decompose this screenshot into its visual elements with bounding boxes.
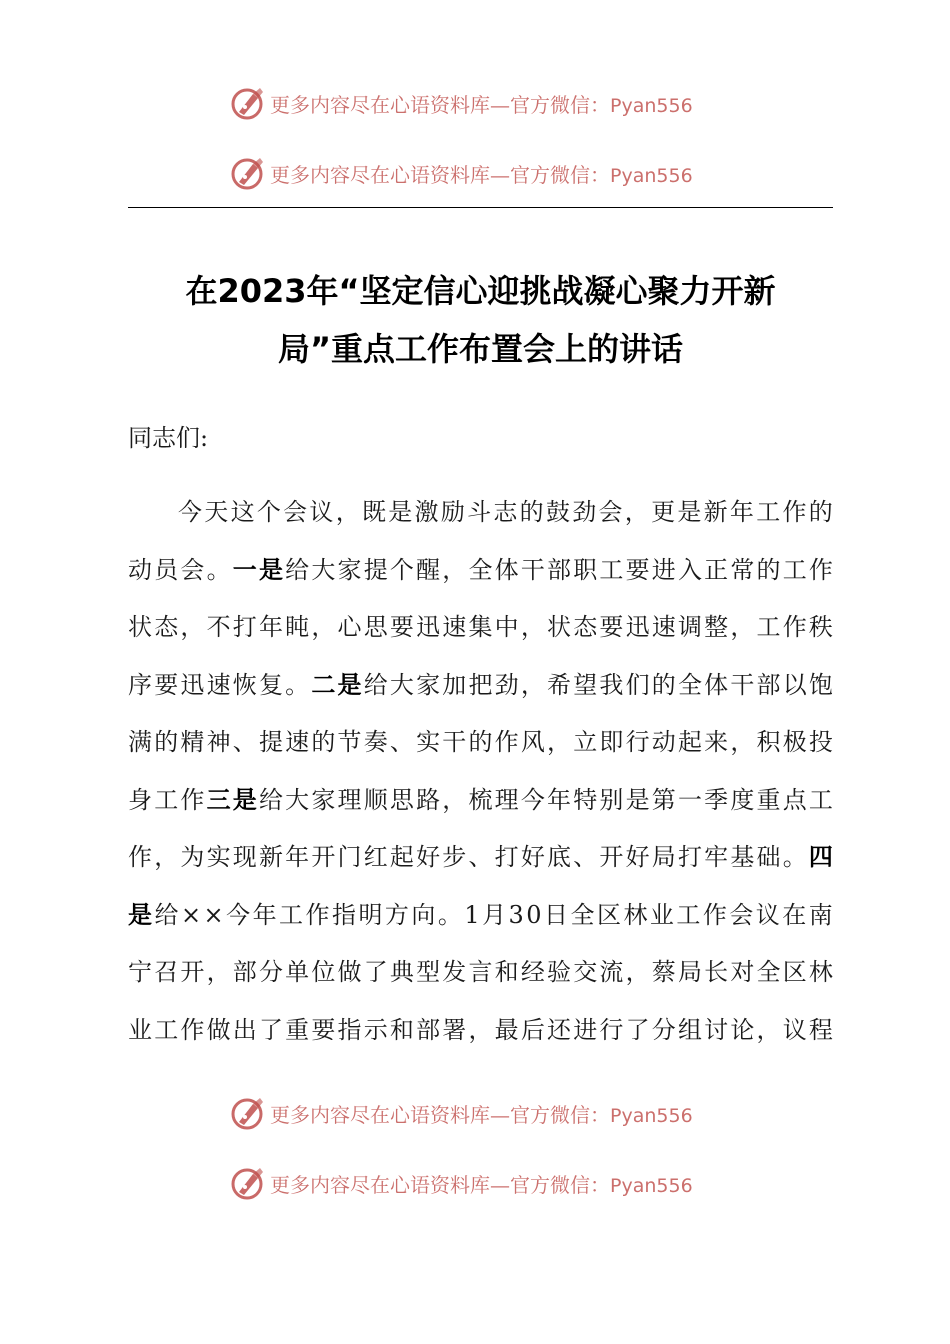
watermark-wechat-id: Pyan556 xyxy=(610,1104,693,1127)
watermark-text: 更多内容尽在心语资料库—官方微信： xyxy=(270,1102,610,1127)
body-line: 今 天 这 个 会 议 ， 既 是 激 励 斗 志 的 鼓 劲 会 ， 更 是 新 年 工 作 的 xyxy=(178,498,833,526)
watermark-banner xyxy=(230,153,693,193)
watermark-wechat-id: Pyan556 xyxy=(610,164,693,187)
body-line: 满 的 精 神 、 提 速 的 节 奏 、 实 干 的 作 风 ， 立 即 行 动 起 来 ， 积 极 投 xyxy=(128,728,833,756)
document-title xyxy=(128,262,833,378)
body-line: 序 要 迅 速 恢 复 。 二 是 给 大 家 加 把 劲 ， 希 望 我 们 的 全 体 干 部 以 饱 xyxy=(128,669,833,699)
body-line: 动 员 会 。 一 是 给 大 家 提 个 醒 ， 全 体 干 部 职 工 要 进 入 正 常 的 工 作 xyxy=(128,554,833,584)
body-line: 作 ， 为 实 现 新 年 开 门 红 起 好 步 、 打 好 底 、 开 好 局 打 牢 基 础 。 四 xyxy=(128,842,833,871)
watermark-text: 更多内容尽在心语资料库—官方微信： xyxy=(270,162,610,187)
body-line: 业 工 作 做 出 了 重 要 指 示 和 部 署 ， 最 后 还 进 行 了 分 组 讨 论 ， 议 程 xyxy=(128,1015,833,1044)
body-line: 身 工 作 三 是 给 大 家 理 顺 思 路 ， 梳 理 今 年 特 别 是 第 一 季 度 重 点 工 xyxy=(128,784,833,814)
body-line: 状 态 ， 不 打 年 盹 ， 心 思 要 迅 速 集 中 ， 状 态 要 迅 速 调 整 ， 工 作 秩 xyxy=(128,613,833,641)
greeting: 同志们: xyxy=(128,424,209,452)
title-line: 局”重点工作布置会上的讲话 xyxy=(277,330,684,368)
body-line: 宁 召 开 ， 部 分 单 位 做 了 典 型 发 言 和 经 验 交 流 ， 蔡 局 长 对 全 区 林 xyxy=(128,958,833,986)
watermark-banner xyxy=(230,1163,693,1203)
pen-nib-logo-icon xyxy=(230,1095,266,1131)
title-line: 在2023年“坚定信心迎挑战凝心聚力开新 xyxy=(185,272,776,310)
pen-nib-logo-icon xyxy=(230,1165,266,1201)
pen-nib-logo-icon xyxy=(230,155,266,191)
watermark-wechat-id: Pyan556 xyxy=(610,1174,693,1197)
watermark-banner xyxy=(230,1093,693,1133)
body-line: 是 给 × × 今 年 工 作 指 明 方 向 。 1 月 3 0 日 全 区 林 业 工 作 会 议 在 南 xyxy=(128,899,833,929)
watermark-text: 更多内容尽在心语资料库—官方微信： xyxy=(270,92,610,117)
pen-nib-logo-icon xyxy=(230,85,266,121)
header-divider xyxy=(128,207,833,208)
watermark-banner xyxy=(230,83,693,123)
watermark-text: 更多内容尽在心语资料库—官方微信： xyxy=(270,1172,610,1197)
watermark-wechat-id: Pyan556 xyxy=(610,94,693,117)
